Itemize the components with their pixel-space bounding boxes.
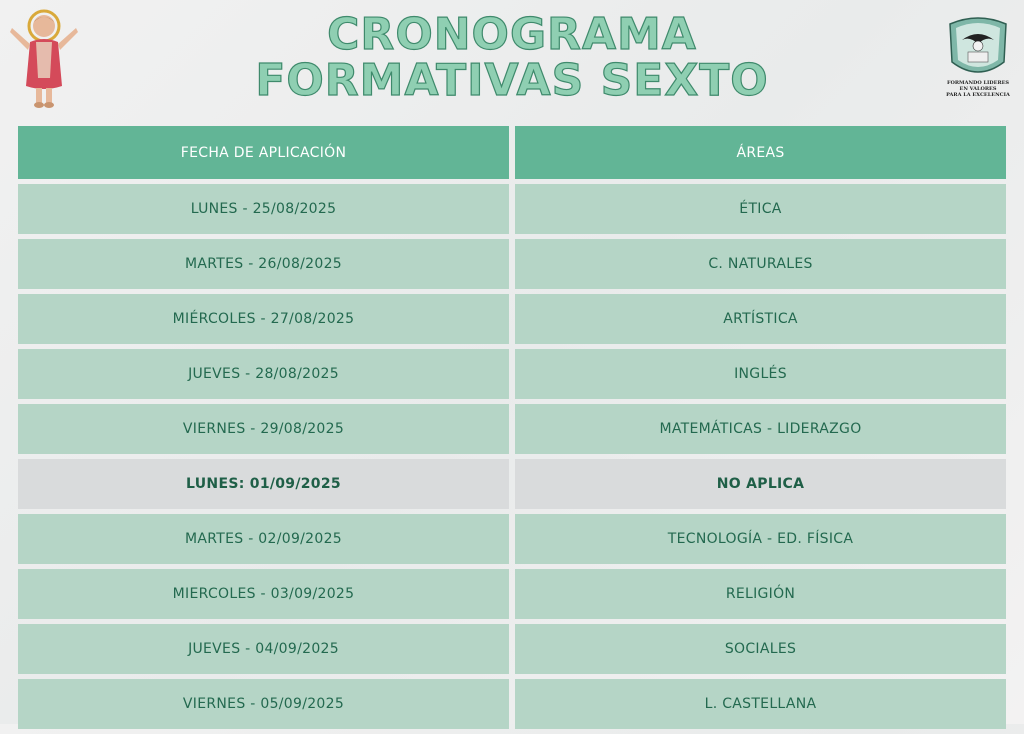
- fecha-cell: VIERNES - 29/08/2025: [18, 404, 509, 454]
- fecha-cell: LUNES - 25/08/2025: [18, 184, 509, 234]
- area-cell: INGLÉS: [515, 349, 1006, 399]
- crest-text-line-2: FORMANDO LIDERES: [946, 80, 1010, 86]
- table-row: [18, 679, 1006, 729]
- table-row: [18, 404, 1006, 454]
- area-cell: RELIGIÓN: [515, 569, 1006, 619]
- area-cell: L. CASTELLANA: [515, 679, 1006, 729]
- crest-text: [940, 80, 1016, 98]
- area-cell: C. NATURALES: [515, 239, 1006, 289]
- table-header-row: [18, 126, 1006, 179]
- table-row: [18, 294, 1006, 344]
- fecha-cell: MARTES - 02/09/2025: [18, 514, 509, 564]
- table-row: [18, 569, 1006, 619]
- table-row-highlighted: [18, 459, 1006, 509]
- area-cell: ÉTICA: [515, 184, 1006, 234]
- header-fecha: FECHA DE APLICACIÓN: [18, 126, 509, 179]
- table-row: [18, 349, 1006, 399]
- schedule-table: [18, 126, 1006, 734]
- title-line-1: CRONOGRAMA: [327, 9, 697, 60]
- fecha-cell: VIERNES - 05/09/2025: [18, 679, 509, 729]
- crest-text-line-4: PARA LA EXCELENCIA: [946, 92, 1010, 98]
- fecha-cell: MIÉRCOLES - 27/08/2025: [18, 294, 509, 344]
- fecha-cell: LUNES: 01/09/2025: [18, 459, 509, 509]
- table-row: [18, 239, 1006, 289]
- fecha-cell: JUEVES - 28/08/2025: [18, 349, 509, 399]
- table-row: [18, 184, 1006, 234]
- area-cell: TECNOLOGÍA - ED. FÍSICA: [515, 514, 1006, 564]
- page-title: [0, 9, 1024, 106]
- area-cell: SOCIALES: [515, 624, 1006, 674]
- crest-text-line-3: EN VALORES: [959, 86, 997, 92]
- table-row: [18, 624, 1006, 674]
- fecha-cell: MARTES - 26/08/2025: [18, 239, 509, 289]
- fecha-cell: JUEVES - 04/09/2025: [18, 624, 509, 674]
- header-areas: ÁREAS: [515, 126, 1006, 179]
- table-row: [18, 514, 1006, 564]
- area-cell: ARTÍSTICA: [515, 294, 1006, 344]
- fecha-cell: MIERCOLES - 03/09/2025: [18, 569, 509, 619]
- area-cell: MATEMÁTICAS - LIDERAZGO: [515, 404, 1006, 454]
- area-cell: NO APLICA: [515, 459, 1006, 509]
- title-line-2: FORMATIVAS SEXTO: [255, 55, 769, 106]
